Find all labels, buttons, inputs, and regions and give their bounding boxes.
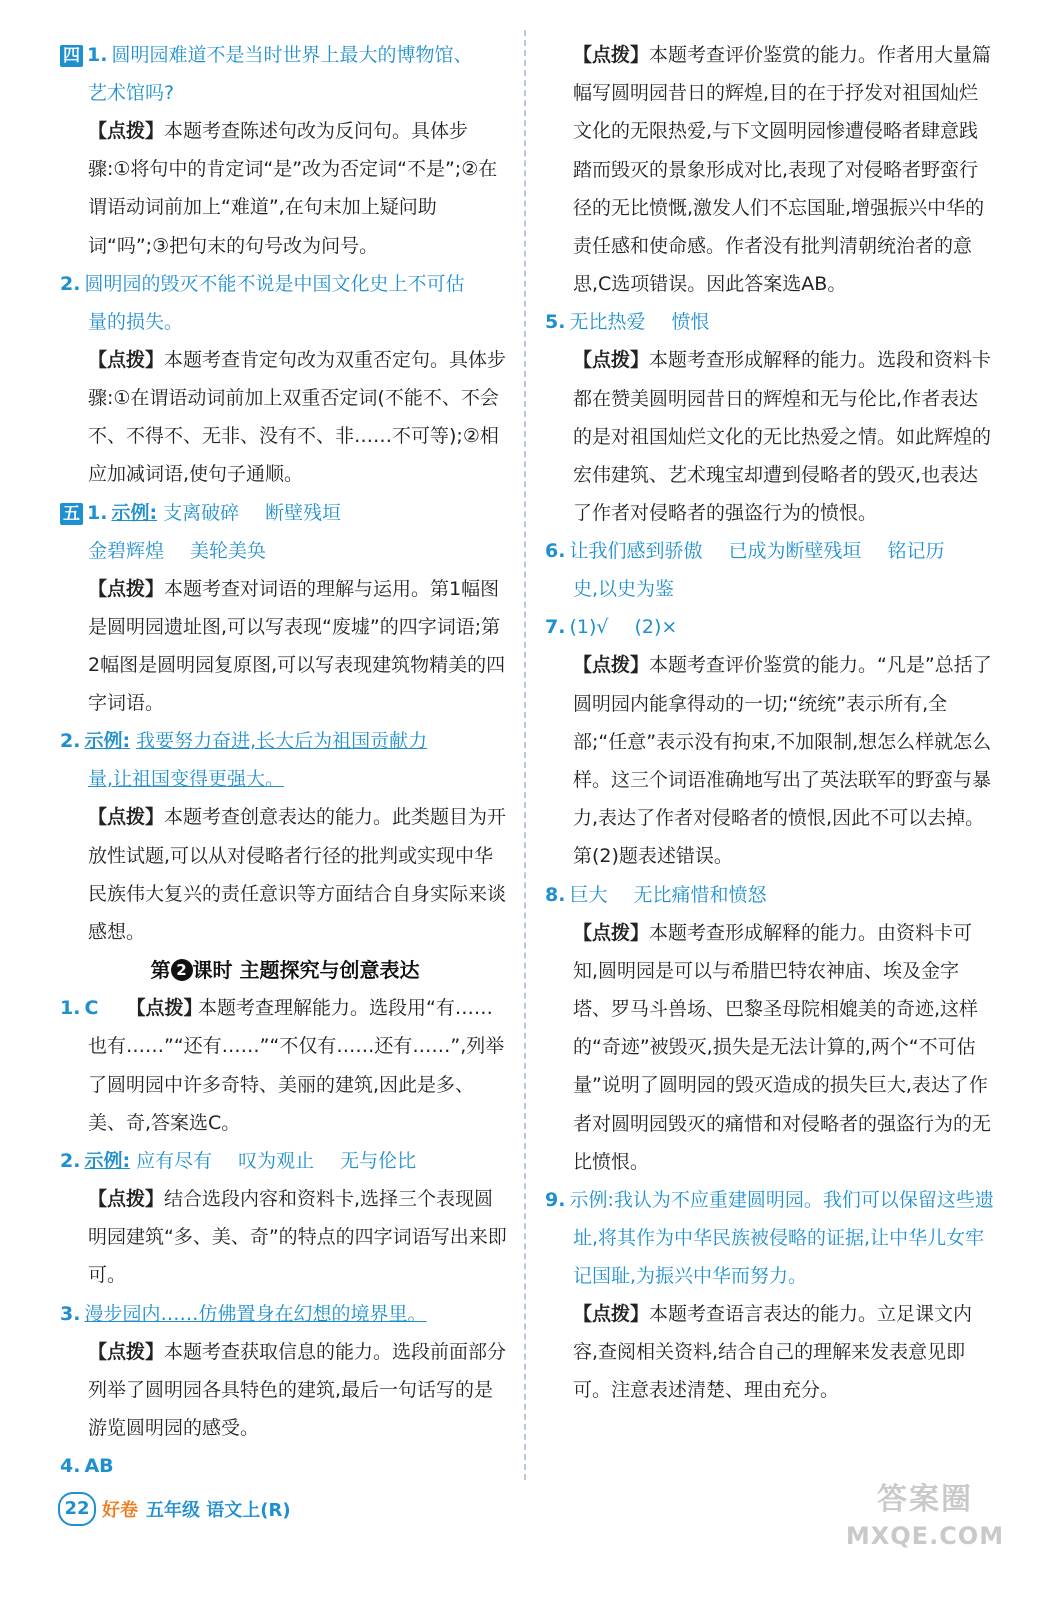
question-number: 1. (60, 997, 81, 1020)
hint-label: 【点拨】 (88, 120, 165, 142)
answer-text: 美轮美奂 (190, 539, 267, 562)
question-number: 4. (60, 1455, 81, 1478)
watermark-logo: 答案圈 (877, 1482, 973, 1517)
lesson2-q7 (545, 608, 995, 646)
page-footer (58, 1492, 291, 1526)
hint-text: 本题考查创意表达的能力。此类题目为开放性试题,可以从对侵略者行径的批判或实现中华民族伟大复兴的责任意识等方面结合自身实际来谈感想。 (88, 806, 507, 944)
hint-label: 【点拨】 (573, 1303, 650, 1326)
lesson2-q2 (60, 1142, 510, 1180)
lesson-prefix: 第 (150, 958, 171, 983)
section-badge: 四 (60, 45, 83, 67)
question-number: 1. (87, 501, 108, 524)
lesson-number-icon: 2 (171, 959, 193, 981)
hint-block (60, 341, 510, 494)
answer-text: 无比痛惜和愤怒 (633, 883, 767, 906)
page-number: 22 (58, 1492, 96, 1526)
lesson2-q1 (60, 989, 510, 1027)
hint-block (60, 570, 510, 723)
hint-text: 本题考查获取信息的能力。选段前面部分列举了圆明园各具特色的建筑,最后一句话写的是游览圆明园的感受。 (88, 1340, 507, 1440)
hint-text: 本题考查陈述句改为反问句。具体步骤:①将句中的肯定词“是”改为否定词“不是”;②在谓语动词前加上“难道”,在句末加上疑问助词“吗”;③把句末的句号改为问号。 (88, 120, 498, 257)
answer-text: C (84, 997, 99, 1020)
hint-label: 【点拨】 (573, 654, 650, 677)
hint-label: 【点拨】 (88, 1340, 165, 1363)
answer-text: 量,让祖国变得更强大。 (88, 768, 285, 791)
lesson2-q5 (545, 303, 995, 341)
hint-label: 【点拨】 (88, 1188, 165, 1211)
hint-label: 【点拨】 (573, 44, 650, 66)
question-number: 2. (60, 1150, 81, 1173)
answer-text: 圆明园的毁灭不能不说是中国文化史上不可估 (84, 272, 465, 295)
watermark (835, 1482, 1015, 1554)
hint-block (60, 112, 510, 265)
lesson-heading (60, 951, 510, 989)
hint-block (60, 1180, 510, 1295)
answer-text: AB (84, 1455, 114, 1478)
hint-text: 本题考查评价鉴赏的能力。“凡是”总括了圆明园内能拿得动的一切;“统统”表示所有,全部;“任意”表示没有拘束,不加限制,想怎么样就怎么样。这三个词语准确地写出了英法联军的野蛮与暴力,表达了作者对侵略者的愤恨,因此不可以去掉。第(2)题表述错误。 (573, 654, 992, 868)
lesson2-q3 (60, 1295, 510, 1333)
hint-block (545, 1295, 995, 1410)
lesson2-q4 (60, 1447, 510, 1485)
question-number: 2. (60, 272, 81, 295)
answer-text: 量的损失。 (88, 310, 184, 333)
hint-text: 本题考查形成解释的能力。选段和资料卡都在赞美圆明园昔日的辉煌和无与伦比,作者表达的是对祖国灿烂文化的无比热爱之情。如此辉煌的宏伟建筑、艺术瑰宝却遭到侵略者的毁灭,也表达了作者对侵略者的强盗行为的愤恨。 (573, 349, 992, 525)
section-5-q2 (60, 722, 510, 798)
answer-text: 圆明园难道不是当时世界上最大的博物馆、 (111, 44, 473, 66)
question-number: 8. (545, 883, 566, 906)
answer-text: 金碧辉煌 (88, 539, 165, 562)
lesson2-q9 (545, 1181, 995, 1295)
answer-text: 史,以史为鉴 (573, 578, 675, 601)
example-label: 示例: (569, 1189, 614, 1212)
hint-text: 本题考查肯定句改为双重否定句。具体步骤:①在谓语动词前加上双重否定词(不能不、不会不、不得不、无非、没有不、非……不可等);②相应加减词语,使句子通顺。 (88, 348, 507, 486)
hint-text: 本题考查语言表达的能力。立足课文内容,查阅相关资料,结合自己的理解来发表意见即可。注意表述清楚、理由充分。 (573, 1303, 973, 1402)
hint-text: 本题考查评价鉴赏的能力。作者用大量篇幅写圆明园昔日的辉煌,目的在于抒发对祖国灿烂文化的无限热爱,与下文圆明园惨遭侵略者肆意践踏而毁灭的景象形成对比,表现了对侵略者野蛮行径的无比愤慨,激发人们不忘国耻,增强振兴中华的责任感和使命感。作者没有批判清朝统治者的意思,C选项错误。因此答案选AB。 (573, 44, 992, 296)
right-column (545, 36, 995, 1410)
hint-label: 【点拨】 (573, 921, 650, 944)
answer-text: 漫步园内……仿佛置身在幻想的境界里。 (84, 1302, 427, 1325)
question-number: 1. (87, 44, 108, 66)
question-number: 3. (60, 1302, 81, 1325)
answer-text: (1)√ (569, 616, 609, 639)
hint-block (545, 341, 995, 532)
left-column (60, 36, 510, 1485)
hint-block (545, 646, 995, 875)
question-number: 6. (545, 540, 566, 563)
lesson2-q6 (545, 532, 995, 608)
question-number: 9. (545, 1189, 566, 1212)
hint-label: 【点拨】 (126, 997, 203, 1020)
answer-text: 艺术馆吗? (88, 82, 175, 104)
lesson-title: 课时 主题探究与创意表达 (192, 958, 420, 983)
hint-text: 本题考查对词语的理解与运用。第1幅图是圆明园遗址图,可以写表现“废墟”的四字词语;第2幅图是圆明园复原图,可以写表现建筑物精美的四字词语。 (88, 577, 506, 715)
section-4-q1 (60, 36, 510, 112)
answer-text: 无与伦比 (340, 1150, 417, 1173)
hint-text: 结合选段内容和资料卡,选择三个表现圆明园建筑“多、美、奇”的特点的四字词语写出来即可。 (88, 1188, 507, 1287)
hint-block (60, 798, 510, 951)
answer-text: 我要努力奋进,长大后为祖国贡献力 (136, 730, 428, 753)
answer-text: 无比热爱 (569, 311, 646, 334)
section-badge: 五 (60, 503, 83, 525)
book-subtitle: 五年级 语文上(R) (146, 1500, 291, 1521)
answer-text: 支离破碎 (163, 501, 240, 524)
hint-block (60, 1333, 510, 1448)
example-label: 示例: (111, 501, 158, 524)
hint-label: 【点拨】 (88, 806, 165, 829)
answer-text: 叹为观止 (238, 1150, 315, 1173)
section-4-q2 (60, 265, 510, 341)
answer-text: 应有尽有 (136, 1150, 213, 1173)
answer-text: 巨大 (569, 883, 608, 906)
example-label: 示例: (84, 1150, 131, 1173)
hint-text: 本题考查形成解释的能力。由资料卡可知,圆明园是可以与希腊巴特农神庙、埃及金字塔、罗马斗兽场、巴黎圣母院相媲美的奇迹,这样的“奇迹”被毁灭,损失是无法计算的,两个“不可估量”说明了圆明园的毁灭造成的损失巨大,表达了作者对圆明园毁灭的痛惜和对侵略者的强盗行为的无比愤恨。 (573, 921, 992, 1173)
answer-text: 愤恨 (671, 311, 710, 334)
watermark-url: MXQE.COM (845, 1522, 1005, 1550)
hint-block (545, 36, 995, 303)
lesson2-q8 (545, 876, 995, 914)
answer-text: 已成为断壁残垣 (728, 540, 862, 563)
example-label: 示例: (84, 730, 131, 753)
brand-logo: 好卷 (102, 1500, 138, 1521)
hint-label: 【点拨】 (573, 349, 650, 372)
hint-inline (108, 997, 202, 1019)
answer-text: 我认为不应重建圆明园。我们可以保留这些遗址,将其作为中华民族被侵略的证据,让中华儿女牢记国耻,为振兴中华而努力。 (573, 1189, 994, 1288)
question-number: 5. (545, 311, 566, 334)
answer-text: 让我们感到骄傲 (569, 540, 703, 563)
hint-label: 【点拨】 (88, 577, 165, 600)
hint-text: 本题考查理解能力。选段用“有……也有……”“还有……”“不仅有……还有……”,列举了圆明园中许多奇特、美丽的建筑,因此是多、美、奇,答案选C。 (88, 997, 505, 1134)
question-number: 2. (60, 730, 81, 753)
hint-label: 【点拨】 (88, 348, 165, 371)
answer-text: 铭记历 (887, 540, 945, 563)
answer-text: (2)× (634, 616, 678, 639)
question-number: 7. (545, 616, 566, 639)
answer-text: 断壁残垣 (265, 501, 342, 524)
column-divider (524, 30, 526, 1480)
hint-block (545, 914, 995, 1181)
section-5-q1 (60, 494, 510, 570)
